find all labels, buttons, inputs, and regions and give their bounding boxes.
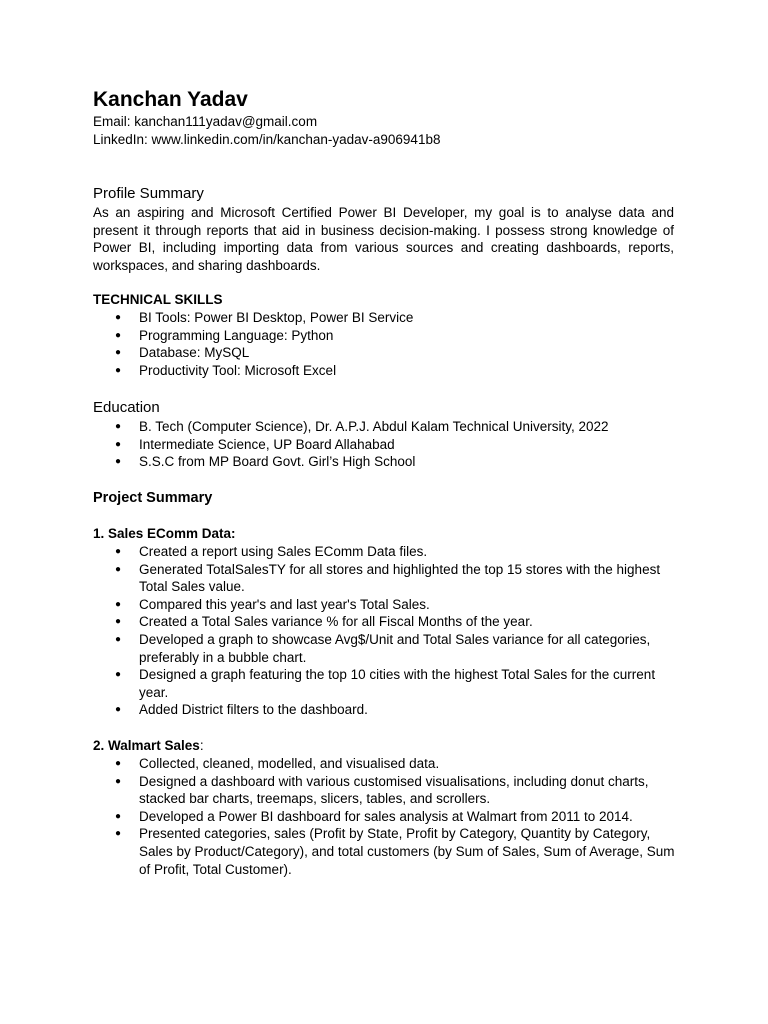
linkedin-line: LinkedIn: www.linkedin.com/in/kanchan-yadav-a906941b8 xyxy=(93,132,441,147)
list-item: ● Presented categories, sales (Profit by State, Profit by Category, Quantity by Category, Sales by Product/Category), and total customers (by Sum of Sales, Sum of Average, Sum of Profit, Total Customer). xyxy=(93,825,683,878)
list-item: ● Productivity Tool: Microsoft Excel xyxy=(93,362,683,380)
list-item: ● Programming Language: Python xyxy=(93,327,683,345)
candidate-name: Kanchan Yadav xyxy=(93,88,248,111)
project-title xyxy=(93,525,236,542)
list-item: ● S.S.C from MP Board Govt. Girl’s High School xyxy=(93,453,683,471)
list-item: ● Generated TotalSalesTY for all stores and highlighted the top 15 stores with the highest Total Sales value. xyxy=(93,561,683,596)
profile-summary-heading: Profile Summary xyxy=(93,185,204,202)
list-item: ● Designed a dashboard with various customised visualisations, including donut charts, stacked bar charts, treemaps, slicers, tables, and scrollers. xyxy=(93,773,683,808)
list-item: ● Created a report using Sales EComm Data files. xyxy=(93,543,683,561)
email-line: Email: kanchan111yadav@gmail.com xyxy=(93,114,318,129)
project-title xyxy=(93,737,204,754)
project-title-text: 2. Walmart Sales xyxy=(93,738,200,753)
list-item: ● Added District filters to the dashboard. xyxy=(93,701,683,719)
list-item: ● Collected, cleaned, modelled, and visualised data. xyxy=(93,755,683,773)
profile-summary-text: As an aspiring and Microsoft Certified Power BI Developer, my goal is to analyse data and present it through reports that aid in business decision-making. I possess strong knowledge of Power BI, including importing data from various sources and creating dashboards, reports, workspaces, and sharing dashboards. xyxy=(93,205,674,273)
list-item: ● Database: MySQL xyxy=(93,344,683,362)
list-item: ● Compared this year's and last year's Total Sales. xyxy=(93,596,683,614)
project-title-text: 1. Sales EComm Data: xyxy=(93,526,236,541)
technical-skills-list xyxy=(93,309,683,379)
education-heading: Education xyxy=(93,399,160,416)
technical-skills-heading: TECHNICAL SKILLS xyxy=(93,292,223,307)
project-list-sales-ecomm xyxy=(93,543,683,719)
list-item: ● Developed a Power BI dashboard for sales analysis at Walmart from 2011 to 2014. xyxy=(93,808,683,826)
list-item: ● Designed a graph featuring the top 10 cities with the highest Total Sales for the current year. xyxy=(93,666,683,701)
project-list-walmart xyxy=(93,755,683,878)
list-item: ● B. Tech (Computer Science), Dr. A.P.J. Abdul Kalam Technical University, 2022 xyxy=(93,418,683,436)
project-title-suffix: : xyxy=(199,738,204,753)
list-item: ● Developed a graph to showcase Avg$/Unit and Total Sales variance for all categories, preferably in a bubble chart. xyxy=(93,631,683,666)
list-item: ● BI Tools: Power BI Desktop, Power BI Service xyxy=(93,309,683,327)
list-item: ● Created a Total Sales variance % for all Fiscal Months of the year. xyxy=(93,613,683,631)
education-list xyxy=(93,418,683,471)
list-item: ● Intermediate Science, UP Board Allahabad xyxy=(93,436,683,454)
project-summary-heading: Project Summary xyxy=(93,490,213,506)
